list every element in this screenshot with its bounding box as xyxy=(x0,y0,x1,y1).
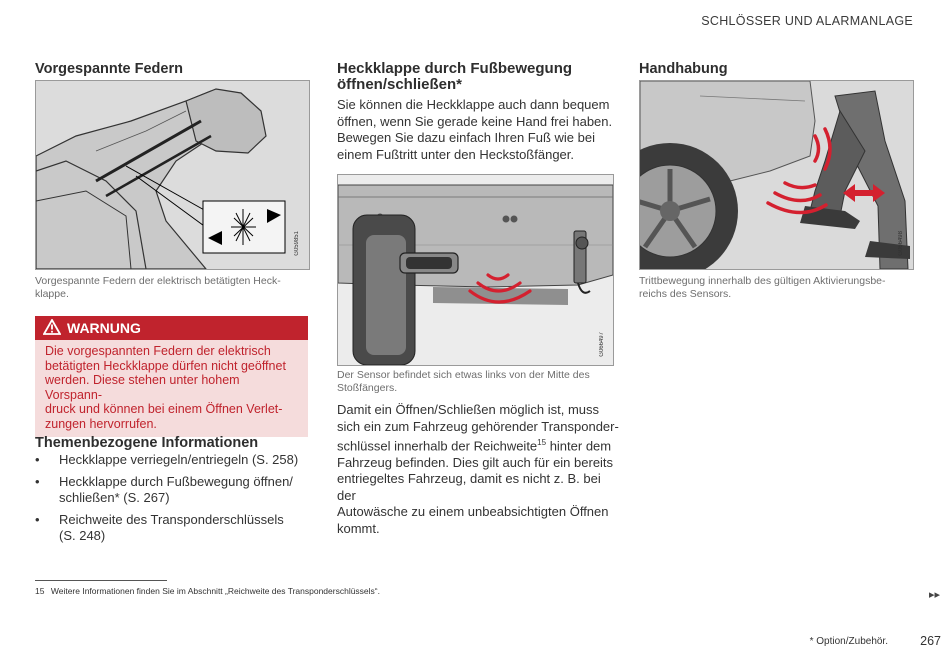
option-note: * Option/Zubehör. xyxy=(809,636,888,647)
figure-id: G059851 xyxy=(294,231,300,256)
related-link-foot-movement[interactable] xyxy=(35,474,310,507)
figure-id: G066497 xyxy=(599,332,605,357)
footnote-divider xyxy=(35,580,167,581)
related-list xyxy=(35,452,310,545)
warning-line: betätigten Heckklappe dürfen nicht geöffnet xyxy=(45,358,286,373)
page-number: 267 xyxy=(920,634,941,648)
heading-line: öffnen/schließen* xyxy=(337,76,463,93)
tailgate-illustration xyxy=(36,81,309,269)
text-span: schlüssel innerhalb der Reichweite xyxy=(337,438,538,454)
section-header: SCHLÖSSER UND ALARMANLAGE xyxy=(701,14,913,28)
footnote xyxy=(35,586,380,596)
caption-line: klappe. xyxy=(35,288,69,300)
footnote-number: 15 xyxy=(35,586,45,596)
link-text[interactable]: Heckklappe verriegeln/entriegeln (S. 258) xyxy=(59,452,299,467)
text-line xyxy=(337,435,622,455)
bumper-sensor-figure xyxy=(337,174,614,366)
figure-id: G066498 xyxy=(898,231,904,256)
springs-caption xyxy=(35,275,305,301)
kick-caption xyxy=(639,275,914,301)
link-text[interactable]: schließen* (S. 267) xyxy=(59,490,170,505)
foot-movement-intro xyxy=(337,97,617,163)
text-line: kommt. xyxy=(337,520,380,536)
bullet: • xyxy=(35,511,40,527)
bumper-illustration xyxy=(338,175,613,365)
text-line: Damit ein Öffnen/Schließen möglich ist, muss xyxy=(337,402,600,417)
text-line: Bewegen Sie dazu einfach Ihren Fuß wie bei xyxy=(337,130,595,145)
link-text[interactable]: Heckklappe durch Fußbewegung öffnen/ xyxy=(59,473,293,489)
caption-line: Stoßfängers. xyxy=(337,382,398,394)
footnote-ref[interactable]: 15 xyxy=(537,438,547,447)
text-line: öffnen, wenn Sie gerade keine Hand frei haben. xyxy=(337,113,613,129)
warning-box xyxy=(35,316,308,437)
foot-movement-heading xyxy=(337,61,572,93)
springs-heading: Vorgespannte Federn xyxy=(35,61,183,77)
caption-line: reichs des Sensors. xyxy=(639,288,732,300)
text-line: Autowäsche zu einem unbeabsichtigten Öffnen xyxy=(337,504,609,520)
text-line: einem Fußtritt unter den Heckstoßfänger. xyxy=(337,146,574,162)
text-line: entriegeltes Fahrzeug, damit es nicht z. B. bei der xyxy=(337,471,601,503)
warning-text xyxy=(35,340,308,437)
handling-heading: Handhabung xyxy=(639,61,728,77)
text-line: Sie können die Heckklappe auch dann bequem xyxy=(337,97,610,112)
warning-line: werden. Diese stehen unter hohem Vorspann- xyxy=(45,373,240,402)
related-link-lock[interactable] xyxy=(35,452,310,469)
bullet: • xyxy=(35,473,40,489)
bullet: • xyxy=(35,452,40,467)
link-text[interactable]: Reichweite des Transponderschlüssels xyxy=(59,511,284,527)
caption-line: Vorgespannte Federn der elektrisch betätigten Heck- xyxy=(35,275,281,287)
transponder-paragraph xyxy=(337,402,622,537)
warning-line: zungen hervorrufen. xyxy=(45,416,157,431)
footnote-text: Weitere Informationen finden Sie im Abschnitt „Reichweite des Transponderschlüssels“. xyxy=(50,586,380,596)
bumper-caption xyxy=(337,369,617,395)
text-line: Fahrzeug befinden. Dies gilt auch für ein bereits xyxy=(337,454,614,470)
related-link-transponder-range[interactable] xyxy=(35,512,310,545)
warning-triangle-icon xyxy=(43,319,61,335)
caption-line: Trittbewegung innerhalb des gültigen Aktivierungsbe- xyxy=(639,275,886,287)
warning-title: WARNUNG xyxy=(67,320,141,336)
warning-line: Die vorgespannten Federn der elektrisch xyxy=(45,344,271,358)
kick-motion-figure xyxy=(639,80,914,270)
kick-illustration xyxy=(640,81,913,269)
heading-line: Heckklappe durch Fußbewegung xyxy=(337,60,573,77)
warning-line: druck und können bei einem Öffnen Verlet- xyxy=(45,402,283,416)
caption-line: Der Sensor befindet sich etwas links von der Mitte des xyxy=(337,369,590,381)
link-text[interactable]: (S. 248) xyxy=(59,528,106,543)
related-heading: Themenbezogene Informationen xyxy=(35,435,259,451)
warning-header xyxy=(35,316,308,340)
next-page-marker[interactable]: ▸▸ xyxy=(928,589,940,601)
text-line: sich ein zum Fahrzeug gehörender Transponder- xyxy=(337,418,619,434)
tailgate-spring-figure xyxy=(35,80,310,270)
text-span: hinter dem xyxy=(546,438,612,454)
